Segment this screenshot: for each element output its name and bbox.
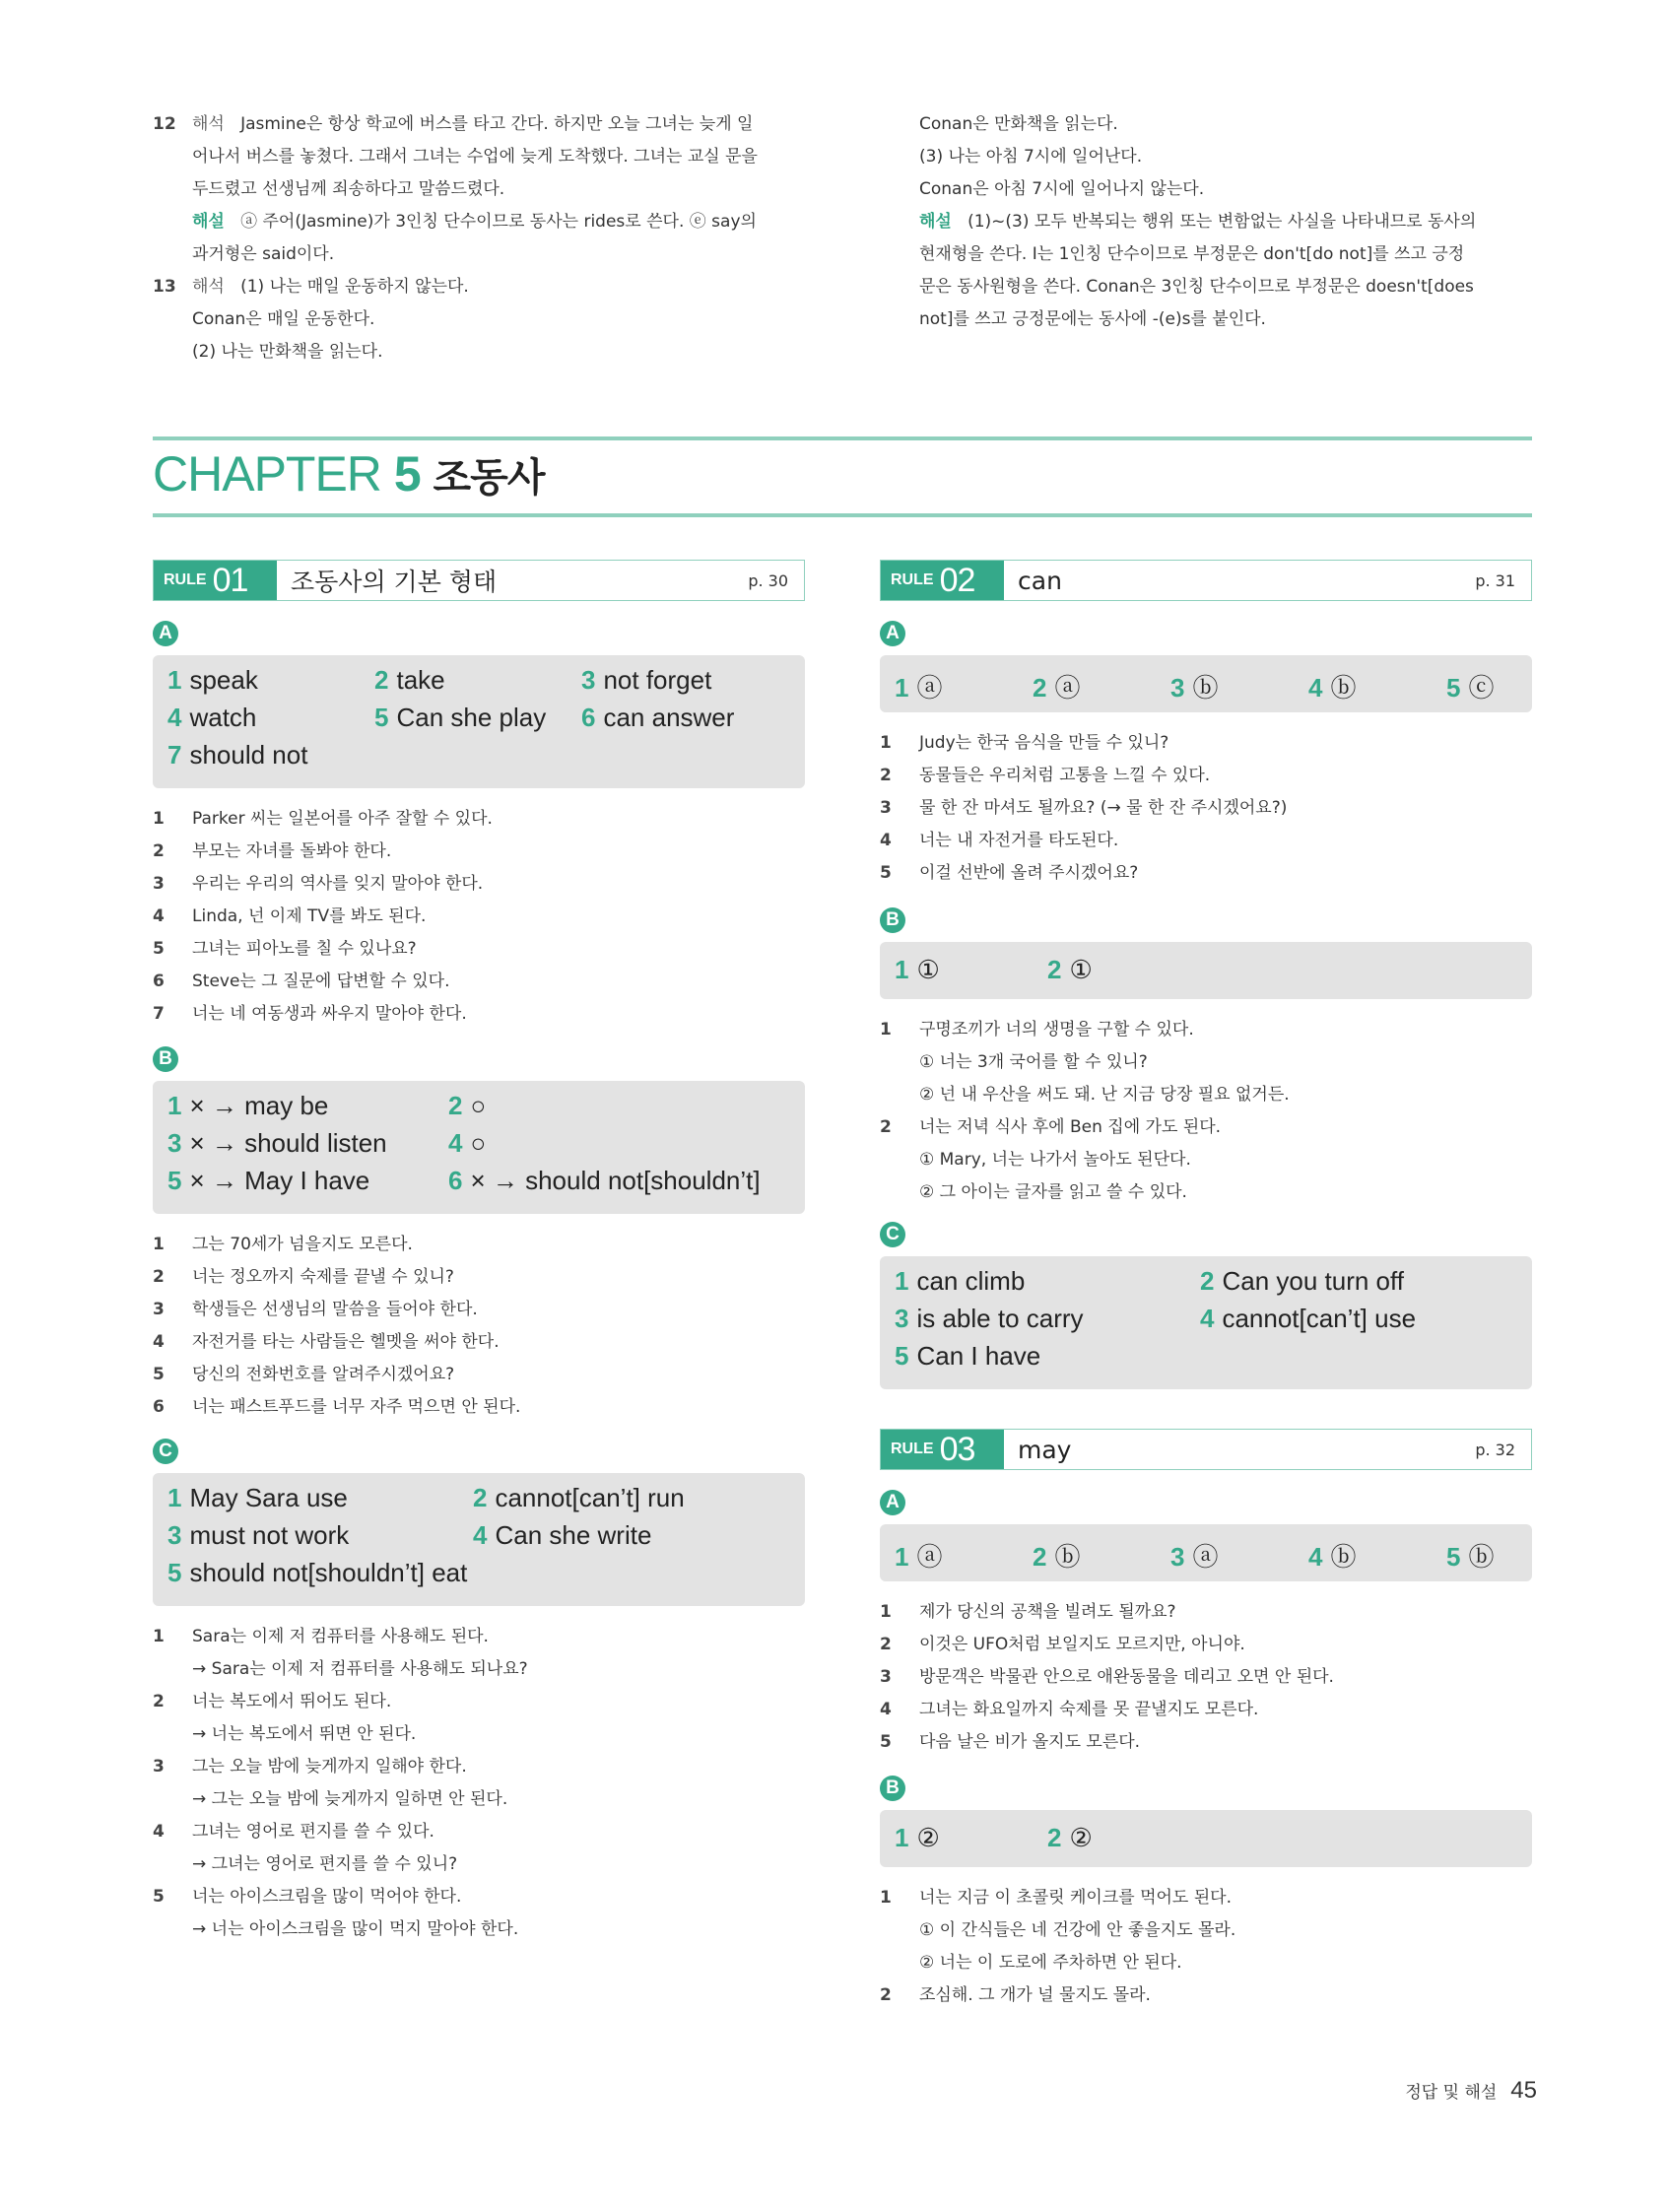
- q12-line1: Jasmine은 항상 학교에 버스를 타고 간다. 하지만 오늘 그녀는 늦게 일: [240, 114, 754, 134]
- rule02-section-b-badge: B: [880, 907, 905, 933]
- top-right-explanations: [919, 108, 1540, 336]
- tr-exp-label: 해설: [919, 212, 952, 232]
- chapter-korean-title: 조동사: [433, 455, 545, 501]
- q13-line1: (1) 나는 매일 운동하지 않는다.: [240, 277, 469, 297]
- rule02-c-answer-box: [880, 1256, 1532, 1389]
- rule01-tag: RULE 01: [154, 561, 277, 600]
- page-number: 45: [1510, 2077, 1537, 2104]
- q13-line3: (2) 나는 만화책을 읽는다.: [192, 342, 383, 362]
- tr-line3: Conan은 아침 7시에 일어나지 않는다.: [919, 179, 1205, 199]
- rule02-a-translations: 1 Judy는 한국 음식을 만들 수 있니? 2 동물들은 우리처럼 고통을 느낄 수 있다. 3 물 한 잔 마셔도 될까요? (→ 물 한 잔 주시겠어요?) 4 너는 내 자전거를 타도된다. 5 이걸 선반에 올려 주시겠어요?: [880, 733, 1288, 883]
- rule02-a-ans3: 3 ⓑ: [1170, 673, 1219, 703]
- q13-label: 해석: [192, 277, 225, 297]
- tr-exp-line3: 문은 동사원형을 쓴다. Conan은 3인칭 단수이므로 부정문은 doesn't[does: [919, 277, 1474, 297]
- q12-label: 해석: [192, 114, 225, 134]
- rule03-b-ans2: 2 ②: [1047, 1823, 1093, 1852]
- tr-exp-line4: not]를 쓰고 긍정문에는 동사에 -(e)s를 붙인다.: [919, 309, 1266, 329]
- q12-number: 12: [153, 114, 176, 134]
- rule02-a-ans2: 2 ⓐ: [1033, 673, 1081, 703]
- rule01-page: p. 30: [748, 570, 788, 590]
- q13-line2: Conan은 매일 운동한다.: [192, 309, 375, 329]
- rule01-b-ans3: 3 × → should listen: [167, 1128, 387, 1158]
- rule02-b-translations: 1 구명조끼가 너의 생명을 구할 수 있다. ① 너는 3개 국어를 할 수 있니? ② 넌 내 우산을 써도 돼. 난 지금 당장 필요 없거든. 2 너는 저녁 식사 후에 Ben 집에 가도 된다. ① Mary, 너는 나가서 놀아도 된단다. ② 그 아이는 글자를 읽고 쓸 수 있다.: [880, 1020, 1290, 1202]
- rule01-c-ans2: 2 cannot[can’t] run: [473, 1483, 685, 1512]
- rule03-b-ans1: 1 ②: [895, 1823, 940, 1852]
- tr-line1: Conan은 만화책을 읽는다.: [919, 114, 1118, 134]
- chapter-title: [153, 445, 544, 503]
- rule02-c-ans4: 4 cannot[can’t] use: [1200, 1304, 1417, 1333]
- rule03-page: p. 32: [1475, 1440, 1515, 1459]
- rule02-a-ans5: 5 ⓒ: [1446, 673, 1495, 703]
- rule01-a-ans6: 6 can answer: [581, 703, 735, 732]
- rule03-section-b-badge: B: [880, 1776, 905, 1801]
- rule01-c-ans3: 3 must not work: [167, 1520, 350, 1550]
- rule01-b-translations: 1 그는 70세가 넘을지도 모른다. 2 너는 정오까지 숙제를 끝낼 수 있니? 3 학생들은 선생님의 말씀을 들어야 한다. 4 자전거를 타는 사람들은 헬멧을 써야 한다. 5 당신의 전화번호를 알려주시겠어요? 6 너는 패스트푸드를 너무 자주 먹으면 안 된다.: [153, 1235, 521, 1417]
- tr-line2: (3) 나는 아침 7시에 일어난다.: [919, 147, 1143, 167]
- rule01-a-ans7: 7 should not: [167, 740, 308, 770]
- rule02-section-a-badge: A: [880, 621, 905, 646]
- rule03-header: [880, 1429, 1532, 1470]
- rule01-section-b-badge: B: [153, 1046, 178, 1072]
- rule03-tag: RULE 03: [881, 1430, 1004, 1469]
- rule02-c-ans3: 3 is able to carry: [895, 1304, 1084, 1333]
- rule02-section-c-badge: C: [880, 1222, 905, 1247]
- rule02-c-ans1: 1 can climb: [895, 1266, 1026, 1296]
- rule03-a-ans2: 2 ⓑ: [1033, 1542, 1081, 1572]
- rule03-section-a-badge: A: [880, 1490, 905, 1515]
- rule01-b-answer-box: [153, 1081, 805, 1214]
- q12-exp-label: 해설: [192, 212, 225, 232]
- rule02-page: p. 31: [1475, 570, 1515, 590]
- rule01-a-ans3: 3 not forget: [581, 665, 712, 695]
- rule01-a-translations: 1 Parker 씨는 일본어를 아주 잘할 수 있다. 2 부모는 자녀를 돌봐야 한다. 3 우리는 우리의 역사를 잊지 말아야 한다. 4 Linda, 넌 이제 TV를 봐도 된다. 5 그녀는 피아노를 칠 수 있나요? 6 Steve는 그 질문에 답변할 수 있다. 7 너는 네 여동생과 싸우지 말아야 한다.: [153, 809, 493, 1024]
- tr-exp-line1: (1)~(3) 모두 반복되는 행위 또는 변함없는 사실을 나타내므로 동사의: [967, 212, 1477, 232]
- tr-exp-line2: 현재형을 쓴다. I는 1인칭 단수이므로 부정문은 don't[do not]를 쓰고 긍정: [919, 244, 1465, 264]
- rule03-b-translations: 1 너는 지금 이 초콜릿 케이크를 먹어도 된다. ① 이 간식들은 네 건강에 안 좋을지도 몰라. ② 너는 이 도로에 주차하면 안 된다. 2 조심해. 그 개가 널 물지도 몰라.: [880, 1888, 1236, 2005]
- rule02-tag: RULE 02: [881, 561, 1004, 600]
- rule01-a-ans5: 5 Can she play: [374, 703, 547, 732]
- rule02-b-ans2: 2 ①: [1047, 955, 1093, 984]
- q12-line3: 두드렸고 선생님께 죄송하다고 말씀드렸다.: [192, 179, 505, 199]
- rule02-a-answer-box: [880, 655, 1532, 712]
- rule02-a-ans4: 4 ⓑ: [1308, 673, 1357, 703]
- rule03-a-translations: 1 제가 당신의 공책을 빌려도 될까요? 2 이것은 UFO처럼 보일지도 모르지만, 아니야. 3 방문객은 박물관 안으로 애완동물을 데리고 오면 안 된다. 4 그녀는 화요일까지 숙제를 못 끝낼지도 모른다. 5 다음 날은 비가 올지도 모른다.: [880, 1602, 1334, 1752]
- rule03-title: may: [1018, 1435, 1072, 1464]
- rule01-b-ans4: 4 ○: [448, 1128, 487, 1158]
- rule02-c-ans2: 2 Can you turn off: [1200, 1266, 1404, 1296]
- q12-exp-line2: 과거형은 said이다.: [192, 244, 335, 264]
- rule01-c-answer-box: [153, 1473, 805, 1606]
- rule01-header: [153, 560, 805, 601]
- rule02-c-ans5: 5 Can I have: [895, 1341, 1041, 1371]
- rule01-a-ans4: 4 watch: [167, 703, 257, 732]
- rule02-b-answer-box: [880, 942, 1532, 999]
- rule01-b-ans6: 6 × → should not[shouldn’t]: [448, 1166, 761, 1195]
- rule01-b-ans1: 1 × → may be: [167, 1091, 329, 1120]
- rule01-section-c-badge: C: [153, 1439, 178, 1464]
- q12-exp-line1: ⓐ 주어(Jasmine)가 3인칭 단수이므로 동사는 rides로 쓴다. ⓔ say의: [240, 212, 757, 232]
- chapter-word: CHAPTER: [153, 446, 381, 502]
- rule03-a-ans4: 4 ⓑ: [1308, 1542, 1357, 1572]
- q12-line2: 어나서 버스를 놓쳤다. 그래서 그녀는 수업에 늦게 도착했다. 그녀는 교실 문을: [192, 147, 758, 167]
- rule02-a-ans1: 1 ⓐ: [895, 673, 943, 703]
- rule03-a-ans5: 5 ⓑ: [1446, 1542, 1495, 1572]
- rule01-c-ans1: 1 May Sara use: [167, 1483, 348, 1512]
- rule02-b-ans1: 1 ①: [895, 955, 940, 984]
- rule02-header: [880, 560, 1532, 601]
- rule01-b-ans2: 2 ○: [448, 1091, 487, 1120]
- rule03-a-ans1: 1 ⓐ: [895, 1542, 943, 1572]
- top-left-explanations: [153, 108, 803, 369]
- rule01-c-ans4: 4 Can she write: [473, 1520, 652, 1550]
- rule01-a-ans1: 1 speak: [167, 665, 258, 695]
- chapter-top-rule: [153, 436, 1532, 440]
- rule01-c-ans5: 5 should not[shouldn’t] eat: [167, 1558, 468, 1587]
- rule01-section-a-badge: A: [153, 621, 178, 646]
- rule02-title: can: [1018, 566, 1062, 595]
- rule03-a-answer-box: [880, 1524, 1532, 1581]
- rule03-a-ans3: 3 ⓐ: [1170, 1542, 1219, 1572]
- rule01-a-ans2: 2 take: [374, 665, 445, 695]
- rule03-b-answer-box: [880, 1810, 1532, 1867]
- footer-label: 정답 및 해설: [1405, 2083, 1498, 2103]
- rule01-a-answer-box: [153, 655, 805, 788]
- q13-number: 13: [153, 277, 176, 297]
- rule01-c-translations: 1 Sara는 이제 저 컴퓨터를 사용해도 된다. → Sara는 이제 저 컴퓨터를 사용해도 되나요? 2 너는 복도에서 뛰어도 된다. → 너는 복도에서 뛰면 안 된다. 3 그는 오늘 밤에 늦게까지 일해야 한다. → 그는 오늘 밤에 늦게까지 일하면 안 된다. 4 그녀는 영어로 편지를 쓸 수 있다. → 그녀는 영어로 편지를 쓸 수 있니? 5 너는 아이스크림을 많이 먹어야 한다. → 너는 아이스크림을 많이 먹지 말아야 한다.: [153, 1627, 528, 1939]
- rule01-b-ans5: 5 × → May I have: [167, 1166, 370, 1195]
- page-footer: [1405, 2077, 1537, 2105]
- chapter-bottom-rule: [153, 513, 1532, 517]
- chapter-number: 5: [393, 446, 421, 502]
- rule01-title: 조동사의 기본 형태: [291, 568, 498, 596]
